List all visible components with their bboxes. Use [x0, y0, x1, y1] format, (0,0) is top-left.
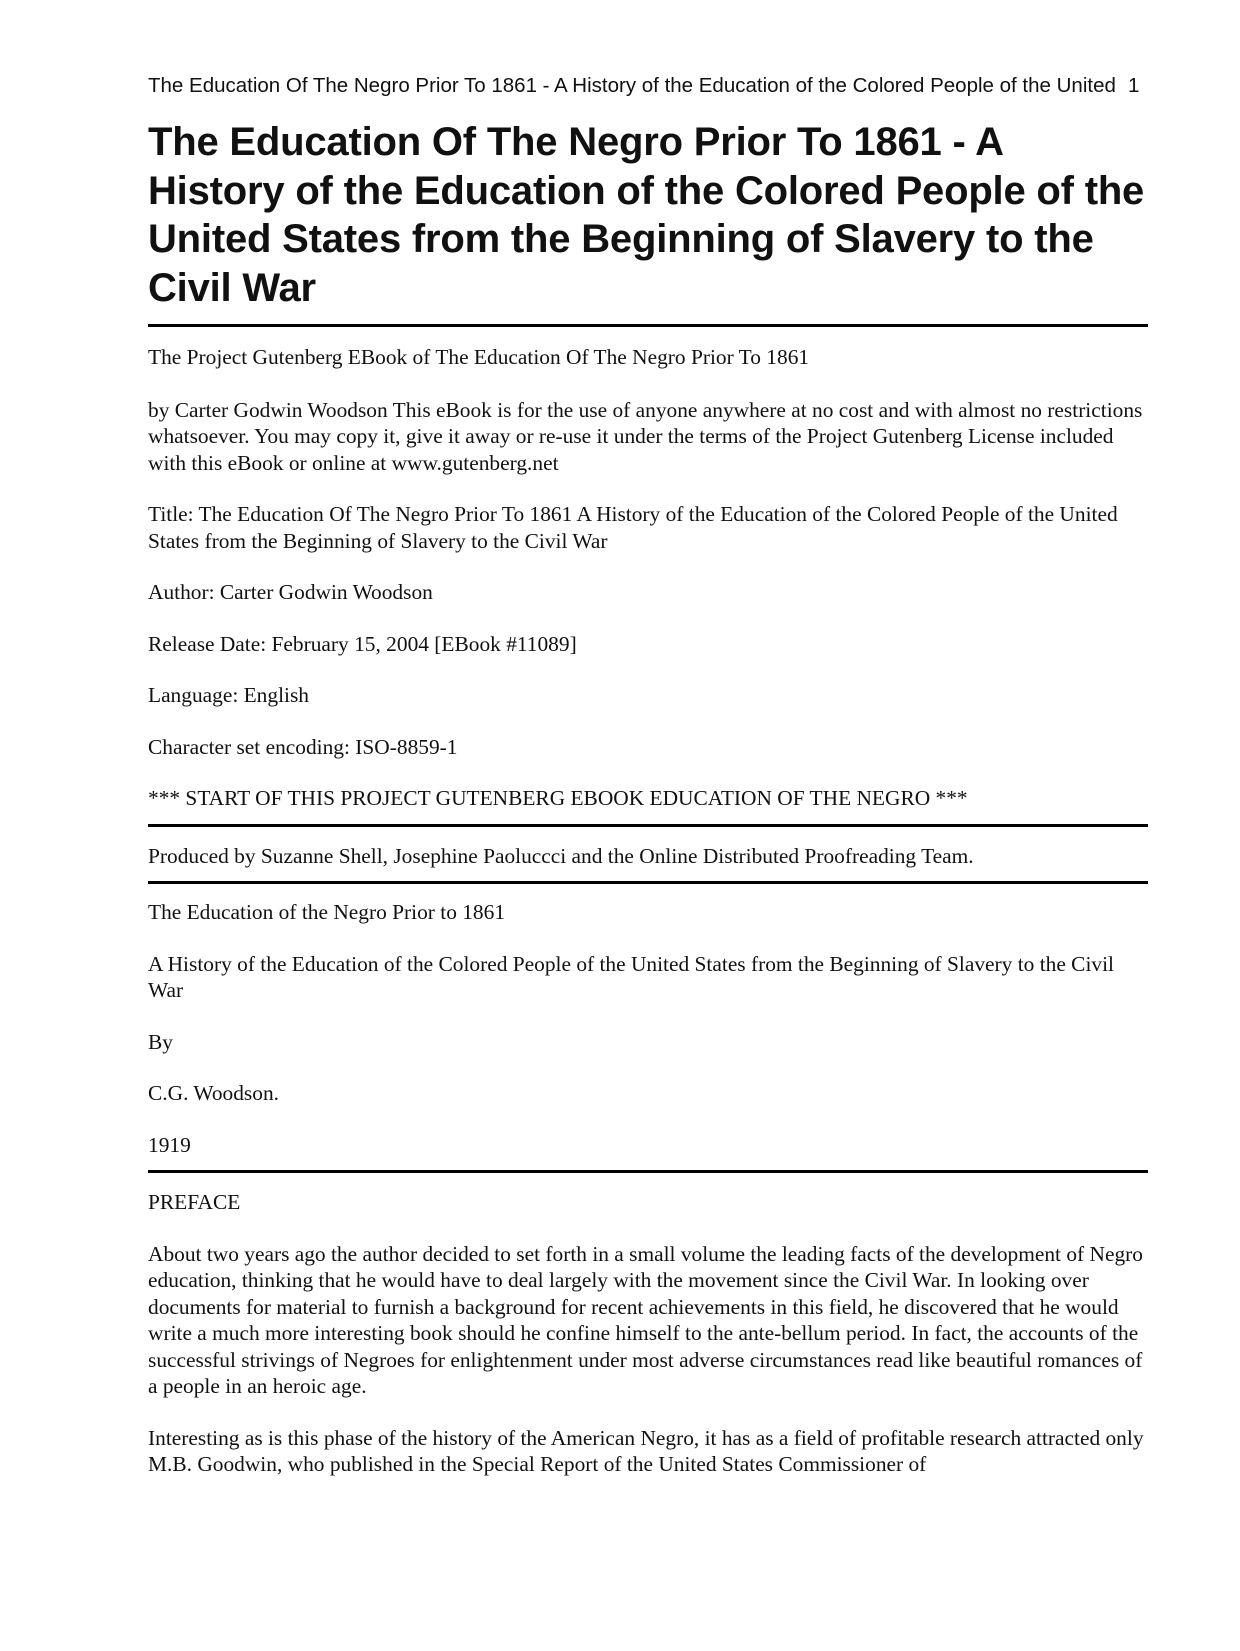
- running-header: [148, 74, 1240, 98]
- license-paragraph: by Carter Godwin Woodson This eBook is for the use of anyone anywhere at no cost and with almost no restrictions whatsoever. You may copy it, give it away or re-use it under the terms of the Project Gutenberg License included with this eBook or online at www.gutenberg.net: [148, 397, 1143, 475]
- book-subtitle: A History of the Education of the Colored People of the United States from the Beginning of Slavery to the Civil War: [148, 951, 1114, 1002]
- preface-paragraph: Interesting as is this phase of the history of the American Negro, it has as a field of profitable research attracted only M.B. Goodwin, who published in the Special Report of the United States Commissioner of: [148, 1425, 1144, 1476]
- divider: [148, 324, 1148, 327]
- author-name: C.G. Woodson.: [148, 1081, 279, 1105]
- divider: [148, 1170, 1148, 1173]
- preface-paragraph: About two years ago the author decided to set forth in a small volume the leading facts of the development of Negro education, thinking that he would have to deal largely with the movement since the Civil War. In looking over documents for material to furnish a background for recent achievements in this field, he discovered that he would write a much more interesting book should he confine himself to the ante-bellum period. In fact, the accounts of the successful strivings of Negroes for enlightenment under most adverse circumstances read like beautiful romances of a people in an heroic age.: [148, 1241, 1143, 1398]
- document-title: The Education Of The Negro Prior To 1861 - A History of the Education of the Colored People of the United States from the Beginning of Slavery to the Civil War: [148, 120, 1145, 310]
- divider: [148, 881, 1148, 884]
- divider: [148, 824, 1148, 827]
- document-content: [148, 118, 1148, 1478]
- running-header-title: The Education Of The Negro Prior To 1861 - A History of the Education of the Colored People of the United: [148, 74, 1116, 97]
- language-line: Language: English: [148, 683, 309, 707]
- page-number: 1: [1128, 74, 1140, 97]
- release-date-line: Release Date: February 15, 2004 [EBook #11089]: [148, 631, 577, 656]
- ebook-intro: The Project Gutenberg EBook of The Education Of The Negro Prior To 1861: [148, 345, 810, 369]
- by-line: By: [148, 1029, 173, 1054]
- publication-year: 1919: [148, 1132, 191, 1157]
- charset-line: Character set encoding: ISO-8859-1: [148, 734, 458, 759]
- author-line: Author: Carter Godwin Woodson: [148, 580, 433, 604]
- producers-line: Produced by Suzanne Shell, Josephine Paoluccci and the Online Distributed Proofreading Team.: [148, 843, 974, 868]
- start-marker: *** START OF THIS PROJECT GUTENBERG EBOOK EDUCATION OF THE NEGRO ***: [148, 786, 968, 810]
- preface-heading: PREFACE: [148, 1190, 241, 1214]
- title-line: Title: The Education Of The Negro Prior To 1861 A History of the Education of the Colored People of the United States from the Beginning of Slavery to the Civil War: [148, 502, 1118, 553]
- book-title: The Education of the Negro Prior to 1861: [148, 900, 506, 924]
